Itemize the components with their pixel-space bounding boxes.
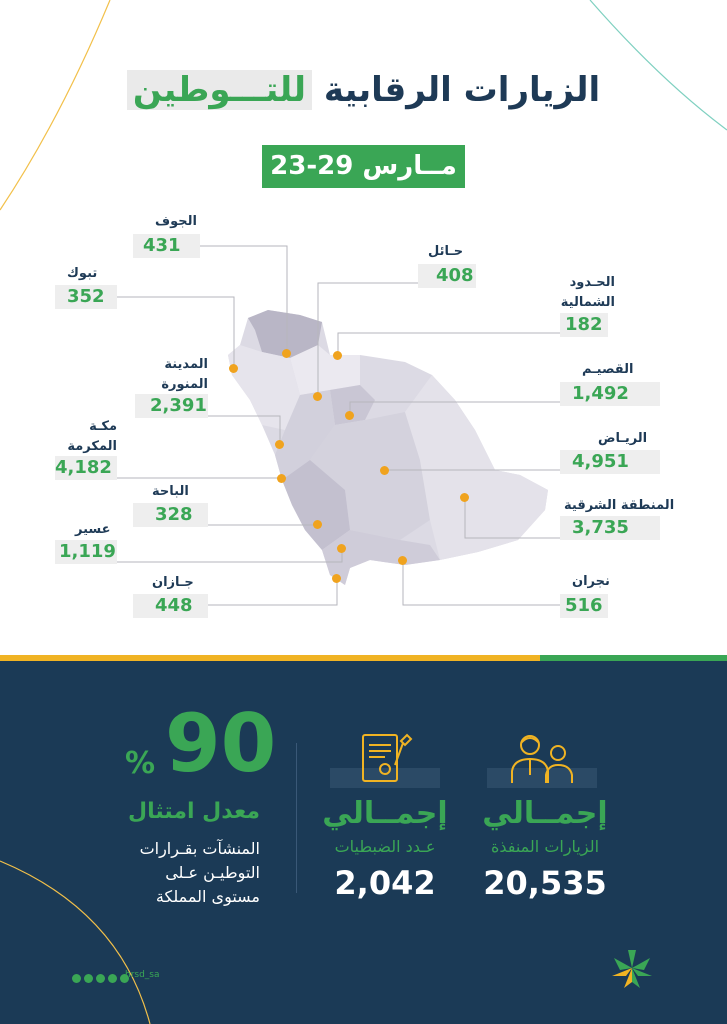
region-value: 516 xyxy=(560,594,608,618)
visits-label: الزيارات المنفذة xyxy=(490,837,600,856)
map-dot xyxy=(380,466,389,475)
total-visits xyxy=(470,796,620,902)
map-dot xyxy=(332,574,341,583)
violations-heading: إجمــالي xyxy=(322,796,448,831)
compliance-title: معدل امتثال xyxy=(128,799,260,824)
instagram-icon[interactable] xyxy=(108,974,117,983)
region-value: 1,492 xyxy=(560,382,660,406)
map-dot xyxy=(313,520,322,529)
region-value: 182 xyxy=(560,313,608,337)
compliance-desc-line: مستوى المملكة xyxy=(155,887,260,906)
map-dot xyxy=(229,364,238,373)
title-main: الزيارات الرقابية xyxy=(323,70,601,110)
region-value: 1,119 xyxy=(55,540,117,564)
region-name: الباحة xyxy=(152,484,189,499)
region-value: 4,951 xyxy=(560,450,660,474)
map-dot xyxy=(460,493,469,502)
region-value: 448 xyxy=(133,594,208,618)
region-name: عسير xyxy=(75,522,111,537)
column-divider xyxy=(296,743,297,893)
region-value: 2,391 xyxy=(135,394,208,418)
map-dot xyxy=(345,411,354,420)
region-value: 408 xyxy=(418,264,476,288)
region-value: 352 xyxy=(55,285,117,309)
date-range-badge: 23-29 مــارس xyxy=(262,145,465,188)
ministry-logo xyxy=(604,946,660,996)
map-dot xyxy=(398,556,407,565)
stats-panel xyxy=(0,661,727,1024)
region-value: 4,182 xyxy=(55,456,117,480)
region-name: مكـة المكرمة xyxy=(67,419,117,454)
title-highlight: للتـــوطين xyxy=(127,70,312,110)
people-icon xyxy=(508,731,578,791)
social-icons xyxy=(72,974,129,983)
region-name: الحـدود الشمالية xyxy=(560,275,615,310)
compliance-desc-line: المنشآت بقـرارات xyxy=(139,839,260,858)
twitter-icon[interactable] xyxy=(72,974,81,983)
region-name: تبوك xyxy=(67,266,98,281)
region-value: 328 xyxy=(133,503,208,527)
document-icon xyxy=(355,731,415,791)
map-dot xyxy=(333,351,342,360)
region-name: الريـاض xyxy=(598,431,648,446)
region-name: الجوف xyxy=(155,214,197,229)
youtube-icon[interactable] xyxy=(84,974,93,983)
region-name: القصيـم xyxy=(582,362,634,377)
compliance-desc-line: التوطيـن عـلى xyxy=(165,863,260,882)
map-dot xyxy=(275,440,284,449)
map-dot xyxy=(313,392,322,401)
region-name: المنطقة الشرقية xyxy=(564,498,675,513)
region-name: نجران xyxy=(572,574,610,589)
region-name: حـائل xyxy=(428,244,464,259)
region-name: جـازان xyxy=(152,575,194,590)
violations-value: 2,042 xyxy=(334,864,436,902)
total-violations xyxy=(310,796,460,902)
map-dot xyxy=(337,544,346,553)
region-value: 431 xyxy=(133,234,200,258)
percent-sign: % xyxy=(125,746,156,781)
compliance-rate-value: 90 xyxy=(165,697,277,790)
facebook-icon[interactable] xyxy=(96,974,105,983)
violations-label: عـدد الضبطيات xyxy=(334,837,436,856)
social-handle: hrsd_sa xyxy=(125,970,160,980)
region-value: 3,735 xyxy=(560,516,660,540)
compliance-description xyxy=(120,837,260,909)
visits-heading: إجمــالي xyxy=(482,796,608,831)
visits-value: 20,535 xyxy=(483,864,607,902)
region-name: المدينة المنورة xyxy=(161,357,208,392)
map-dot xyxy=(277,474,286,483)
map-dot xyxy=(282,349,291,358)
